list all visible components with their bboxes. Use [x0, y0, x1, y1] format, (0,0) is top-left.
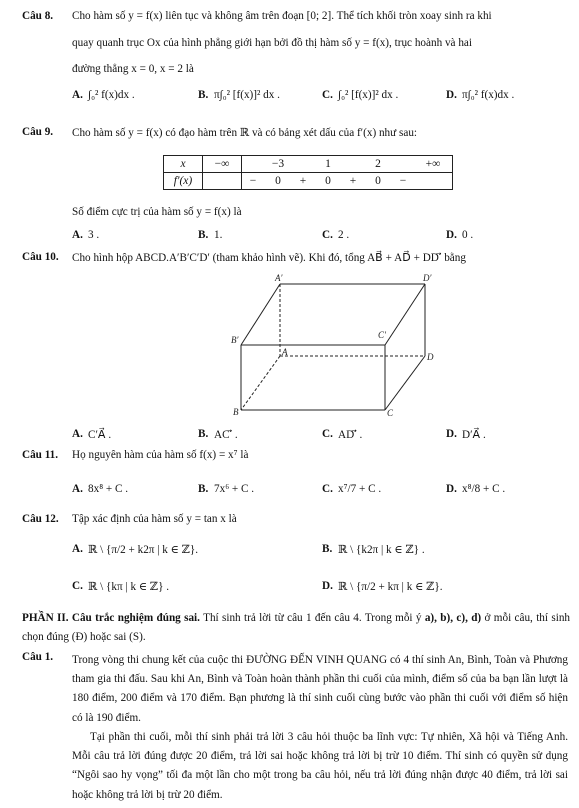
table-cell — [203, 173, 242, 190]
q11-option-c: x⁷/7 + C . — [338, 483, 382, 495]
q12-option-d-key: D. — [322, 580, 333, 592]
table-cell: − — [242, 173, 265, 190]
q11-option-c-key: C. — [322, 483, 333, 495]
label-c: C — [387, 408, 394, 418]
table-cell — [392, 156, 414, 173]
table-cell: + — [342, 173, 364, 190]
table-cell: + — [292, 173, 314, 190]
q12-option-b-key: B. — [322, 543, 333, 555]
q10-option-b-key: B. — [198, 428, 209, 440]
part2-heading-text: Thí sinh trả lời từ câu 1 đến câu 4. Trong mỗi ý — [199, 612, 425, 624]
label-c1: C′ — [378, 330, 386, 340]
q8-option-b-key: B. — [198, 89, 209, 101]
label-a1: A′ — [275, 273, 283, 283]
p2q1-paragraph2: Tại phần thi cuối, mỗi thí sinh phải trả lời 3 câu hỏi thuộc ba lĩnh vực: Tự nhiên, Xã hội và Tiếng Anh. Mỗi câu trả lời đúng được 20 điểm, trả lời sai hoặc không trả lời bị trừ 10 điểm. Thí sinh có quyền sử dụng “Ngôi sao hy vọng” tối đa một lần cho một trong ba câu hỏi, nếu trả lời đúng nhận được 40 điểm, trả lời sai hoặc không trả lời bị trừ 20 điểm. — [72, 731, 568, 801]
q12-option-c-key: C. — [72, 580, 83, 592]
q9-option-a: 3 . — [88, 229, 100, 241]
q8-option-a-key: A. — [72, 89, 83, 101]
q9-option-d-key: D. — [446, 229, 457, 241]
q11-line1: Họ nguyên hàm của hàm số f(x) = x⁷ là — [72, 449, 249, 461]
q12-option-a: ℝ \ {π/2 + k2π | k ∈ ℤ}. — [88, 544, 199, 556]
q9-option-b: 1. — [214, 229, 223, 241]
q8-option-c: ∫₀² [f(x)]² dx . — [338, 89, 399, 101]
table-cell: +∞ — [414, 156, 453, 173]
q10-option-c-key: C. — [322, 428, 333, 440]
part2-heading-tail: ở mỗi câu, thí sinh chọn đúng (Đ) hoặc sai (S). — [22, 612, 571, 643]
label-b: B — [233, 407, 239, 417]
table-cell: 1 — [314, 156, 342, 173]
edge-a1b1 — [241, 284, 280, 345]
q12-option-d: ℝ \ {π/2 + kπ | k ∈ ℤ}. — [338, 581, 443, 593]
q8-line3: đường thẳng x = 0, x = 2 là — [72, 63, 194, 75]
table-cell: −3 — [264, 156, 292, 173]
q10-option-a: C′A⃗ . — [88, 429, 112, 441]
q11-option-d-key: D. — [446, 483, 457, 495]
label-d1: D′ — [423, 273, 432, 283]
q12-option-a-key: A. — [72, 543, 83, 555]
q8-option-d: π∫₀² f(x)dx . — [462, 89, 515, 101]
q10-option-b: AC′⃗ . — [214, 429, 238, 441]
q8-line1: Cho hàm số y = f(x) liên tục và không âm trên đoạn [0; 2]. Thể tích khối tròn xoay sinh ra khi — [72, 10, 492, 22]
table-cell — [242, 156, 265, 173]
table-cell — [414, 173, 453, 190]
q12-label: Câu 12. — [22, 513, 59, 525]
table-row — [164, 156, 453, 173]
box-figure — [225, 272, 445, 422]
q8-option-c-key: C. — [322, 89, 333, 101]
sign-table — [163, 155, 453, 190]
table-cell: 2 — [364, 156, 392, 173]
part2-heading — [22, 609, 570, 647]
q9-option-c-key: C. — [322, 229, 333, 241]
label-d: D — [427, 352, 434, 362]
q10-label: Câu 10. — [22, 251, 59, 263]
q8-line2: quay quanh trục Ox của hình phẳng giới hạn bởi đồ thị hàm số y = f(x), trục hoành và hai — [72, 37, 472, 49]
q9-option-b-key: B. — [198, 229, 209, 241]
q11-option-b-key: B. — [198, 483, 209, 495]
edge-ab — [241, 356, 280, 410]
edge-cd — [385, 356, 425, 410]
q9-question: Số điểm cực trị của hàm số y = f(x) là — [72, 206, 242, 218]
q11-option-a: 8x⁸ + C . — [88, 483, 129, 495]
table-row — [164, 173, 453, 190]
q12-line1: Tập xác định của hàm số y = tan x là — [72, 513, 237, 525]
part2-heading-items: a), b), c), d) — [424, 612, 482, 624]
edge-d1c1 — [385, 284, 425, 345]
q10-option-c: AD′⃗ . — [338, 429, 363, 441]
table-cell: −∞ — [203, 156, 242, 173]
table-cell: − — [392, 173, 414, 190]
q11-option-d: x⁸/8 + C . — [462, 483, 506, 495]
q11-option-b: 7x⁶ + C . — [214, 483, 255, 495]
q11-label: Câu 11. — [22, 449, 59, 461]
q9-line1: Cho hàm số y = f(x) có đạo hàm trên ℝ và có bảng xét dấu của f′(x) như sau: — [72, 127, 418, 139]
table-cell: f′(x) — [164, 173, 203, 190]
table-cell: 0 — [264, 173, 292, 190]
q9-option-a-key: A. — [72, 229, 83, 241]
q8-label: Câu 8. — [22, 10, 54, 22]
table-cell — [292, 156, 314, 173]
p2q1-label: Câu 1. — [22, 651, 54, 663]
q9-option-c: 2 . — [338, 229, 350, 241]
p2q1-paragraph1: Trong vòng thi chung kết của cuộc thi ĐƯỜNG ĐẾN VINH QUANG có 4 thí sinh An, Bình, Toàn và Phương tham gia thi đấu. Sau khi An, Bình và Toàn hoàn thành phần thi cuối của mình, điểm số của ba bạn lần lượt là 180 điểm, 200 điểm và 170 điểm. Bạn phương là thí sinh cuối cùng bước vào phần thi cuối với điểm số hiện có là 190 điểm. — [72, 654, 568, 724]
table-cell: 0 — [314, 173, 342, 190]
q10-option-d: D′A⃗ . — [462, 429, 486, 441]
table-cell: x — [164, 156, 203, 173]
q9-label: Câu 9. — [22, 126, 54, 138]
table-cell: 0 — [364, 173, 392, 190]
q10-option-a-key: A. — [72, 428, 83, 440]
q8-option-a: ∫₀² f(x)dx . — [88, 89, 135, 101]
q10-line1: Cho hình hộp ABCD.A′B′C′D′ (tham khảo hình vẽ). Khi đó, tổng AB⃗ + AD⃗ + DD′⃗ bằng — [72, 252, 466, 264]
label-b1: B′ — [231, 335, 239, 345]
q12-option-b: ℝ \ {k2π | k ∈ ℤ} . — [338, 544, 425, 556]
q8-option-d-key: D. — [446, 89, 457, 101]
q8-option-b: π∫₀² [f(x)]² dx . — [214, 89, 280, 101]
q11-option-a-key: A. — [72, 483, 83, 495]
q9-option-d: 0 . — [462, 229, 474, 241]
part2-heading-title: PHẦN II. Câu trắc nghiệm đúng sai. — [22, 612, 200, 624]
table-cell — [342, 156, 364, 173]
q10-option-d-key: D. — [446, 428, 457, 440]
q12-option-c: ℝ \ {kπ | k ∈ ℤ} . — [88, 581, 170, 593]
label-a: A — [282, 347, 288, 357]
